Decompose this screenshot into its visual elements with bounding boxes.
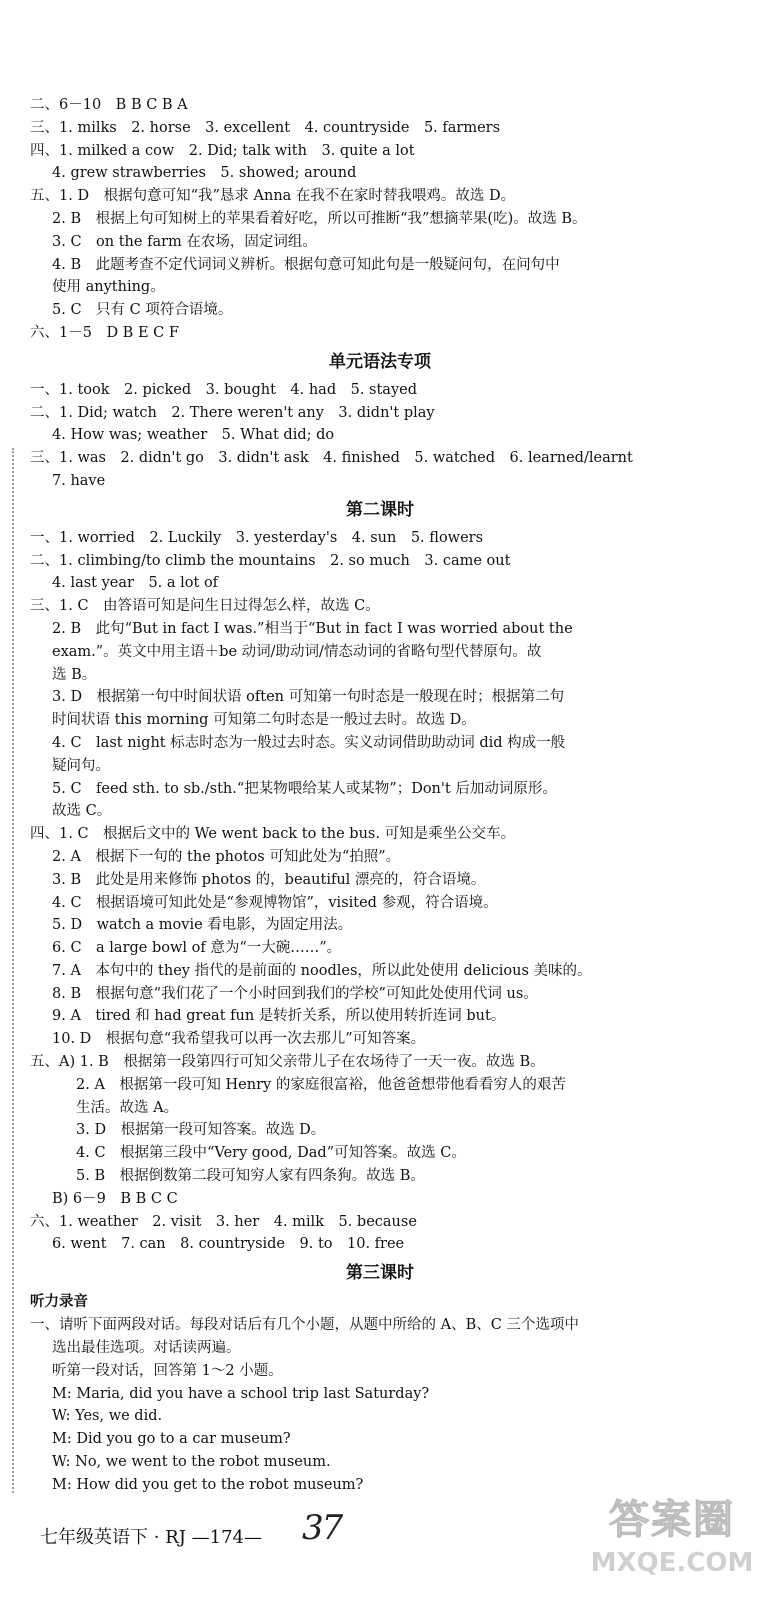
- listening-subhead: 听力录音: [30, 1294, 88, 1311]
- answer-line: 二、1. Did; watch 2. There weren't any 3. didn't play: [30, 404, 435, 421]
- answer-line: exam.”。英文中用主语＋be 动词/助动词/情态动词的省略句型代替原句。故: [52, 643, 542, 660]
- answer-line: 二、1. climbing/to climb the mountains 2. so much 3. came out: [30, 552, 511, 569]
- answer-line: 一、1. worried 2. Luckily 3. yesterday's 4. sun 5. flowers: [30, 529, 484, 546]
- answer-line: 4. C last night 标志时态为一般过去时态。实义动词借助助动词 did 构成一般: [52, 734, 566, 751]
- answer-line: 5. C 只有 C 项符合语境。: [52, 302, 233, 319]
- answer-line: 六、1－5 D B E C F: [30, 324, 179, 341]
- answer-line: 7. have: [52, 472, 106, 489]
- answer-line: 一、1. took 2. picked 3. bought 4. had 5. stayed: [30, 381, 418, 398]
- answer-line: W: No, we went to the robot museum.: [52, 1454, 331, 1471]
- answer-line: 8. B 根据句意“我们花了一个小时回到我们的学校”可知此处使用代词 us。: [52, 985, 538, 1002]
- answer-line: 4. last year 5. a lot of: [52, 575, 219, 592]
- heading-lesson-2: 第二课时: [346, 499, 414, 520]
- answer-line: 10. D 根据句意“我希望我可以再一次去那儿”可知答案。: [52, 1031, 426, 1048]
- answer-line: W: Yes, we did.: [52, 1408, 163, 1425]
- answer-line: 听第一段对话，回答第 1～2 小题。: [52, 1362, 283, 1379]
- section-c: [30, 527, 730, 1257]
- heading-lesson-3: 第三课时: [346, 1263, 414, 1284]
- answer-content: [30, 94, 730, 1497]
- answer-line: 三、1. C 由答语可知是问生日过得怎么样，故选 C。: [30, 598, 380, 615]
- answer-line: 生活。故选 A。: [76, 1099, 179, 1116]
- answer-line: 5. B 根据倒数第二段可知穷人家有四条狗。故选 B。: [76, 1168, 425, 1185]
- page-footer: 七年级英语下 · RJ —174—: [40, 1527, 263, 1548]
- answer-line: 4. C 根据第三段中“Very good, Dad”可知答案。故选 C。: [76, 1145, 466, 1162]
- answer-line: 时间状语 this morning 可知第二句时态是一般过去时。故选 D。: [52, 712, 476, 729]
- answer-line: 使用 anything。: [52, 279, 165, 296]
- watermark-chars: 答案圈: [609, 1497, 735, 1543]
- answer-line: 5. C feed sth. to sb./sth.“把某物喂给某人或某物”；Don't 后加动词原形。: [52, 780, 557, 797]
- answer-line: 4. C 根据语境可知此处是“参观博物馆”，visited 参观，符合语境。: [52, 894, 498, 911]
- answer-line: 6. C a large bowl of 意为“一大碗……”。: [52, 940, 342, 957]
- answer-line: 选 B。: [52, 666, 97, 683]
- answer-line: 5. D watch a movie 看电影，为固定用法。: [52, 917, 353, 934]
- answer-line: M: How did you get to the robot museum?: [52, 1476, 364, 1493]
- answer-line: 选出最佳选项。对话读两遍。: [52, 1340, 241, 1357]
- answer-line: 五、A) 1. B 根据第一段第四行可知父亲带儿子在农场待了一天一夜。故选 B。: [30, 1054, 545, 1071]
- answer-line: 6. went 7. can 8. countryside 9. to 10. free: [52, 1236, 405, 1253]
- section-d: [30, 1314, 730, 1496]
- answer-line: 故选 C。: [52, 803, 112, 820]
- answer-line: 4. How was; weather 5. What did; do: [52, 427, 335, 444]
- answer-line: M: Maria, did you have a school trip last Saturday?: [52, 1385, 430, 1402]
- answer-line: 2. A 根据第一段可知 Henry 的家庭很富裕，他爸爸想带他看看穷人的艰苦: [76, 1076, 566, 1093]
- answer-line: 2. B 此句“But in fact I was.”相当于“But in fact I was worried about the: [52, 620, 573, 637]
- answer-line: 7. A 本句中的 they 指代的是前面的 noodles，所以此处使用 delicious 美味的。: [52, 962, 592, 979]
- answer-line: 五、1. D 根据句意可知“我”恳求 Anna 在我不在家时替我喂鸡。故选 D。: [30, 188, 516, 205]
- binding-margin-dots: [12, 448, 14, 1493]
- answer-line: 2. A 根据下一句的 the photos 可知此处为“拍照”。: [52, 848, 401, 865]
- watermark-url: MXQE.COM: [590, 1548, 754, 1578]
- answer-line: 二、6－10 B B C B A: [30, 97, 188, 113]
- answer-line: 疑问句。: [52, 757, 110, 774]
- answer-line: 三、1. milks 2. horse 3. excellent 4. countryside 5. farmers: [30, 119, 501, 136]
- answer-line: 3. D 根据第一句中时间状语 often 可知第一句时态是一般现在时；根据第二句: [52, 689, 565, 706]
- answer-line: 六、1. weather 2. visit 3. her 4. milk 5. because: [30, 1213, 417, 1230]
- answer-line: 四、1. milked a cow 2. Did; talk with 3. quite a lot: [30, 142, 415, 159]
- answer-line: 三、1. was 2. didn't go 3. didn't ask 4. finished 5. watched 6. learned/learnt: [30, 450, 633, 467]
- answer-line: B) 6－9 B B C C: [52, 1190, 178, 1207]
- answer-line: 9. A tired 和 had great fun 是转折关系，所以使用转折连词 but。: [52, 1008, 506, 1025]
- answer-line: 四、1. C 根据后文中的 We went back to the bus. 可知是乘坐公交车。: [30, 826, 516, 843]
- answer-line: 3. C on the farm 在农场，固定词组。: [52, 233, 317, 250]
- answer-line: 2. B 根据上句可知树上的苹果看着好吃，所以可推断“我”想摘苹果(吃)。故选 B。: [52, 210, 587, 227]
- answer-line: 4. grew strawberries 5. showed; around: [52, 165, 357, 182]
- answer-line: 4. B 此题考查不定代词词义辨析。根据句意可知此句是一般疑问句，在问句中: [52, 256, 560, 273]
- watermark-logo: [587, 1492, 757, 1592]
- answer-line: 3. B 此处是用来修饰 photos 的，beautiful 漂亮的，符合语境。: [52, 871, 486, 888]
- answer-line: 3. D 根据第一段可知答案。故选 D。: [76, 1122, 326, 1139]
- answer-line: 一、请听下面两段对话。每段对话后有几个小题，从题中所给的 A、B、C 三个选项中: [30, 1317, 579, 1334]
- section-b: [30, 379, 730, 493]
- heading-unit-grammar: 单元语法专项: [329, 351, 431, 372]
- handwritten-page-number: 37: [302, 1508, 342, 1548]
- answer-line: M: Did you go to a car museum?: [52, 1431, 291, 1448]
- section-a: [30, 94, 730, 345]
